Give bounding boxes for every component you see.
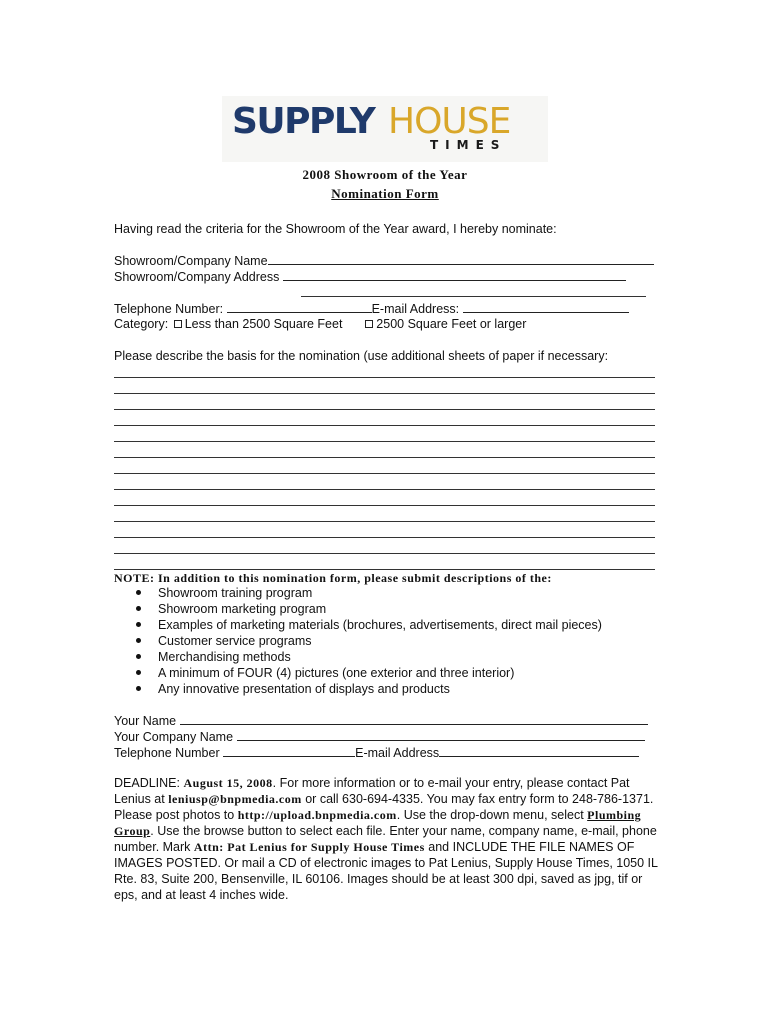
submitter-contact-row (114, 744, 639, 761)
company-address-label: Showroom/Company Address (114, 270, 280, 284)
bullet-icon (136, 638, 141, 643)
list-item: Showroom marketing program (114, 601, 602, 617)
bullet-icon (136, 622, 141, 627)
logo-supply-text: SUPPLY (232, 101, 375, 142)
description-line[interactable] (114, 553, 655, 554)
your-name-field[interactable] (180, 712, 648, 725)
your-company-label: Your Company Name (114, 730, 234, 744)
bullet-icon (136, 670, 141, 675)
list-item: A minimum of FOUR (4) pictures (one exterior and three interior) (114, 665, 602, 681)
note-list (114, 585, 602, 697)
bullet-icon (136, 654, 141, 659)
your-name-label: Your Name (114, 714, 177, 728)
bullet-icon (136, 590, 141, 595)
logo-house-text: HOUSE (388, 101, 511, 142)
category-row (114, 316, 526, 332)
supply-house-times-logo (222, 96, 548, 162)
deadline-paragraph: DEADLINE: August 15, 2008. For more information or to e-mail your entry, please contact Pat Lenius at leniusp@bnpmedia.com or call 630-694-4335. You may fax entry form to 248-786-1371. Please post photos to http://upload.bnpmedia.com. Use the drop-down menu, select Plumbing Group. Use the browse button to select each file. Enter your name, company name, e-mail, phone number. Mark Attn: Pat Lenius for Supply House Times and INCLUDE THE FILE NAMES OF IMAGES POSTED. Or mail a CD of electronic images to Pat Lenius, Supply House Times, 1050 IL Rte. 83, Suite 200, Bensenville, IL 60106. Images should be at least 300 dpi, saved as jpg, tif or eps, and at least 4 inches wide. (114, 776, 658, 902)
deadline-label: DEADLINE: (114, 776, 180, 790)
logo-times-text: TIMES (430, 138, 507, 152)
description-line[interactable] (114, 377, 655, 378)
list-item: Customer service programs (114, 633, 602, 649)
description-line[interactable] (114, 473, 655, 474)
submitter-email-field[interactable] (439, 744, 639, 757)
your-company-field[interactable] (237, 728, 645, 741)
deadline-date: August 15, 2008 (183, 776, 273, 790)
description-line[interactable] (114, 441, 655, 442)
list-item: Merchandising methods (114, 649, 602, 665)
plumbing-group-text: Plumbing Group (114, 808, 642, 838)
bullet-icon (136, 606, 141, 611)
email-label: E-mail Address: (371, 302, 460, 316)
bullet-icon (136, 686, 141, 691)
list-item: Showroom training program (114, 585, 602, 601)
list-item: Examples of marketing materials (brochures, advertisements, direct mail pieces) (114, 617, 602, 633)
your-company-row (114, 728, 645, 745)
company-name-row (114, 252, 654, 269)
list-item: Any innovative presentation of displays and products (114, 681, 602, 697)
email-field[interactable] (463, 300, 629, 313)
submitter-email-label: E-mail Address (355, 746, 440, 760)
submitter-telephone-label: Telephone Number (114, 746, 220, 760)
category-large-label: 2500 Square Feet or larger (376, 317, 527, 331)
form-subtitle: Nomination Form (331, 186, 439, 201)
note-heading: NOTE: In addition to this nomination form, please submit descriptions of the: (114, 571, 552, 585)
telephone-label: Telephone Number: (114, 302, 224, 316)
description-line[interactable] (114, 505, 655, 506)
company-name-label: Showroom/Company Name (114, 254, 268, 268)
company-name-field[interactable] (268, 252, 654, 265)
description-line[interactable] (114, 393, 655, 394)
form-title: 2008 Showroom of the Year (302, 167, 468, 182)
attention-text: Attn: Pat Lenius for Supply House Times (193, 840, 425, 854)
company-address-row (114, 268, 626, 285)
contact-row (114, 300, 629, 317)
intro-text: Having read the criteria for the Showroom of the Year award, I hereby nominate: (114, 222, 557, 236)
description-line[interactable] (114, 457, 655, 458)
company-address-field[interactable] (283, 268, 626, 281)
describe-prompt: Please describe the basis for the nomination (use additional sheets of paper if necessary: (114, 349, 609, 363)
category-label: Category: (114, 317, 169, 331)
your-name-row (114, 712, 648, 729)
description-line[interactable] (114, 521, 655, 522)
description-line[interactable] (114, 425, 655, 426)
description-line[interactable] (114, 409, 655, 410)
submitter-telephone-field[interactable] (223, 744, 355, 757)
description-line[interactable] (114, 489, 655, 490)
contact-email-link[interactable]: leniusp@bnpmedia.com (168, 792, 302, 806)
category-small-label: Less than 2500 Square Feet (184, 317, 343, 331)
category-large-checkbox[interactable] (365, 320, 373, 328)
upload-url-link[interactable]: http://upload.bnpmedia.com (237, 808, 397, 822)
category-small-checkbox[interactable] (174, 320, 182, 328)
telephone-field[interactable] (227, 300, 372, 313)
company-address-field-line2[interactable] (301, 296, 646, 297)
description-line[interactable] (114, 537, 655, 538)
